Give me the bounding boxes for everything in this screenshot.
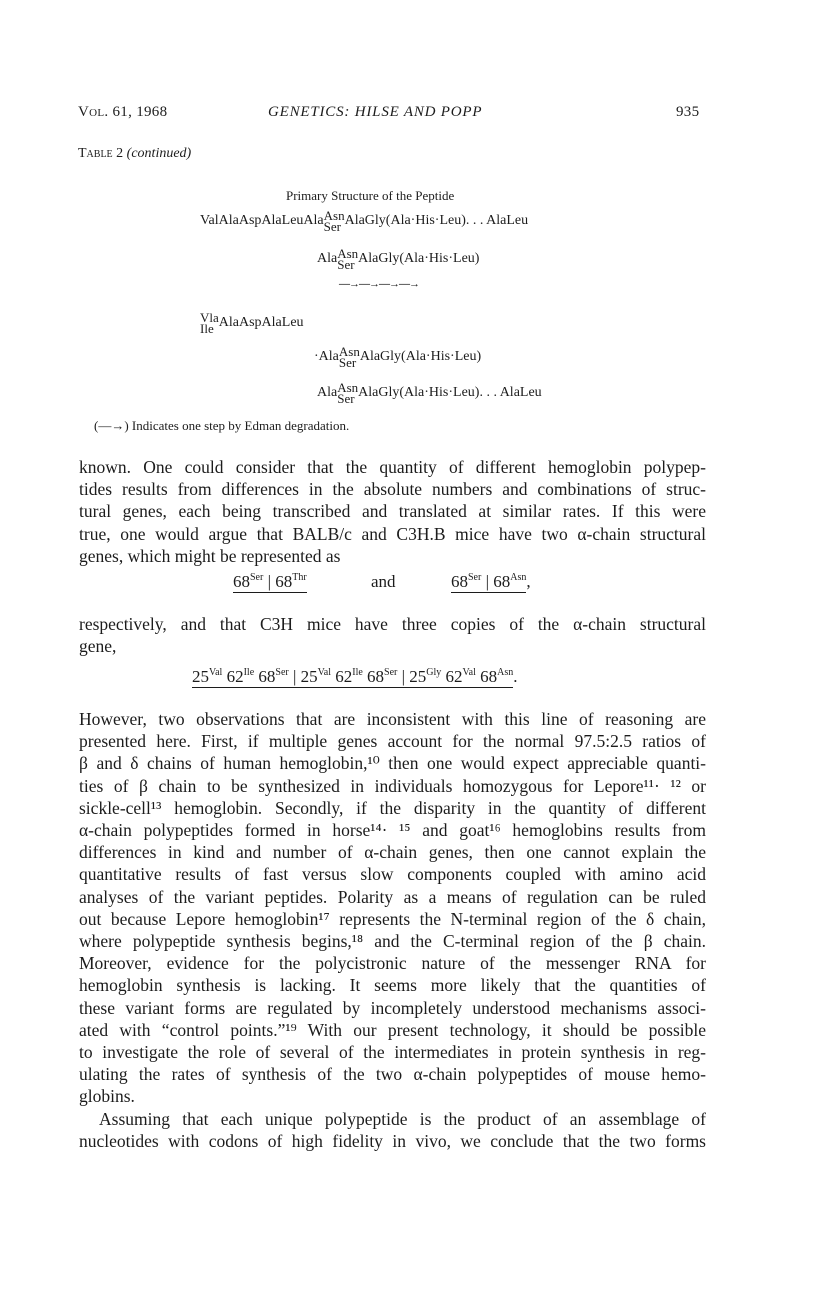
formula-separator: |: [397, 667, 410, 686]
text-line: sickle-cell¹³ hemoglobin. Secondly, if the disparity in the quantity of different: [79, 797, 706, 818]
residue-bottom: Ser: [337, 257, 355, 272]
peptide-prefix: ·Ala: [314, 349, 339, 365]
peptide-row: [200, 312, 304, 334]
formula-term: 68: [451, 572, 468, 591]
formula-term: 68: [233, 572, 250, 591]
formula-superscript: Ser: [250, 572, 264, 583]
text-line: to investigate the role of several of the intermediates in protein synthesis in reg-: [79, 1042, 706, 1063]
text-line: tural genes, each being transcribed and translated at similar rates. If this were: [79, 501, 706, 522]
formula-superscript: Thr: [292, 572, 307, 583]
text-line: out because Lepore hemoglobin¹⁷ represents the N-terminal region of the δ chain,: [79, 908, 706, 929]
paragraph: [79, 1108, 706, 1152]
paragraph: [79, 708, 706, 1108]
formula-superscript: Gly: [426, 667, 442, 678]
text-line: analyses of the variant peptides. Polarity as a means of regulation can be ruled: [79, 886, 706, 907]
formula-conjunction: and: [371, 572, 396, 591]
text-line: differences in kind and number of α-chain genes, then one cannot explain the: [79, 842, 706, 863]
residue-alternatives: [324, 210, 345, 232]
formula-superscript: Val: [209, 667, 223, 678]
text-line: However, two observations that are inconsistent with this line of reasoning are: [79, 709, 706, 729]
text-line: nucleotides with codons of high fidelity in vivo, we conclude that the two forms: [79, 1131, 706, 1152]
paragraph: [79, 456, 706, 567]
residue-alternatives: [339, 346, 360, 368]
formula-superscript: Val: [317, 667, 331, 678]
formula-term: | 68: [263, 572, 293, 591]
peptide-suffix: AlaGly(Ala·His·Leu). . . AlaLeu: [344, 213, 529, 229]
text-line: respectively, and that C3H mice have three copies of the α-chain structural: [79, 614, 706, 634]
formula-punctuation: .: [513, 667, 518, 686]
text-line: where polypeptide synthesis begins,¹⁸ and the C-terminal region of the β chain.: [79, 931, 706, 952]
peptide-row: [317, 382, 542, 404]
formula-superscript: Val: [462, 667, 476, 678]
residue-bottom: Ser: [338, 355, 357, 370]
text-line: globins.: [79, 1086, 135, 1107]
formula-superscript: Ile: [352, 667, 363, 678]
residue-alternatives: [337, 382, 358, 404]
running-header-volume: Vol. 61, 1968: [78, 104, 168, 120]
residue-top: Asn: [337, 246, 359, 261]
text-line: α-chain polypeptides formed in horse¹⁴· ¹⁵ and goat¹⁶ hemoglobins results from: [79, 820, 706, 841]
text-line: Moreover, evidence for the polycistronic nature of the messenger RNA for: [79, 953, 706, 974]
formula-term: 62: [330, 667, 353, 686]
residue-top: Asn: [338, 344, 360, 359]
peptide-row: [314, 346, 481, 368]
peptide-prefix: ValAlaAspAlaLeuAla: [200, 213, 324, 229]
peptide-row: [317, 248, 479, 270]
formula-two-gene-right: [451, 572, 531, 592]
text-line: ulating the rates of synthesis of the two α-chain polypeptides of mouse hemo-: [79, 1064, 706, 1085]
residue-top: Vla: [200, 310, 219, 325]
formula-term: | 68: [481, 572, 511, 591]
formula-superscript: Ile: [243, 667, 255, 678]
formula-term: 68: [362, 667, 385, 686]
residue-alternatives: [200, 312, 219, 334]
peptide-suffix: AlaAspAlaLeu: [218, 315, 304, 331]
formula-three-gene: [192, 667, 518, 687]
paragraph: [79, 613, 706, 657]
formula-term: 62: [441, 667, 463, 686]
formula-term: 25: [300, 667, 318, 686]
formula-separator: |: [288, 667, 301, 686]
peptide-suffix: AlaGly(Ala·His·Leu). . . AlaLeu: [358, 385, 542, 401]
formula-term: 25: [409, 667, 427, 686]
peptide-row: [200, 210, 528, 232]
edman-steps-arrows: —→—→—→—→: [339, 278, 419, 290]
formula-superscript: Asn: [510, 572, 527, 583]
peptide-prefix: Ala: [317, 385, 338, 401]
table-footnote: (—→) Indicates one step by Edman degradation.: [94, 418, 350, 433]
text-line: these variant forms are regulated by incompletely understood mechanisms associ-: [79, 997, 706, 1018]
formula-superscript: Ser: [468, 572, 482, 583]
text-line: Assuming that each unique polypeptide is the product of an assemblage of: [99, 1109, 706, 1129]
formula-superscript: Asn: [497, 667, 514, 678]
residue-top: Asn: [323, 208, 345, 223]
text-line: tides results from differences in the absolute numbers and combinations of struc-: [79, 479, 706, 500]
text-line: true, one would argue that BALB/c and C3H.B mice have two α-chain structural: [79, 523, 706, 544]
residue-alternatives: [337, 248, 358, 270]
peptide-suffix: AlaGly(Ala·His·Leu): [358, 251, 480, 267]
table-title: [78, 146, 191, 162]
text-line: ated with “control points.”¹⁹ With our present technology, it should be possible: [79, 1019, 706, 1040]
formula-superscript: Ser: [384, 667, 398, 678]
residue-bottom: Ser: [337, 391, 355, 406]
table-column-heading: Primary Structure of the Peptide: [286, 188, 455, 203]
text-line: β and δ chains of human hemoglobin,¹⁰ then one would expect appreciable quanti-: [79, 753, 706, 774]
formula-term: 25: [192, 667, 209, 686]
text-line: presented here. First, if multiple genes account for the normal 97.5:2.5 ratios of: [79, 731, 706, 752]
formula-term: 68: [475, 667, 498, 686]
formula-term: 62: [222, 667, 244, 686]
table-title-continued: (continued): [126, 146, 192, 161]
residue-bottom: Ser: [323, 219, 341, 234]
text-line: genes, which might be represented as: [79, 545, 341, 566]
peptide-suffix: AlaGly(Ala·His·Leu): [359, 349, 482, 365]
residue-top: Asn: [337, 380, 359, 395]
formula-two-gene-left: [233, 572, 307, 592]
residue-bottom: Ile: [200, 321, 214, 336]
table-title-label: Table 2: [78, 146, 124, 161]
text-line: quantitative results of fast versus slow components coupled with amino acid: [79, 864, 706, 885]
running-header-title: GENETICS: HILSE AND POPP: [268, 104, 483, 120]
text-line: gene,: [79, 636, 117, 657]
formula-superscript: Ser: [275, 667, 289, 678]
page-number: 935: [676, 104, 700, 120]
text-line: ties of β chain to be synthesized in individuals homozygous for Lepore¹¹· ¹² or: [79, 775, 706, 796]
peptide-prefix: Ala: [317, 251, 338, 267]
text-line: known. One could consider that the quantity of different hemoglobin polypep-: [79, 457, 706, 477]
formula-punctuation: ,: [526, 572, 531, 591]
formula-term: 68: [254, 667, 276, 686]
text-line: hemoglobin synthesis is lacking. It seems more likely that the quantities of: [79, 975, 706, 996]
